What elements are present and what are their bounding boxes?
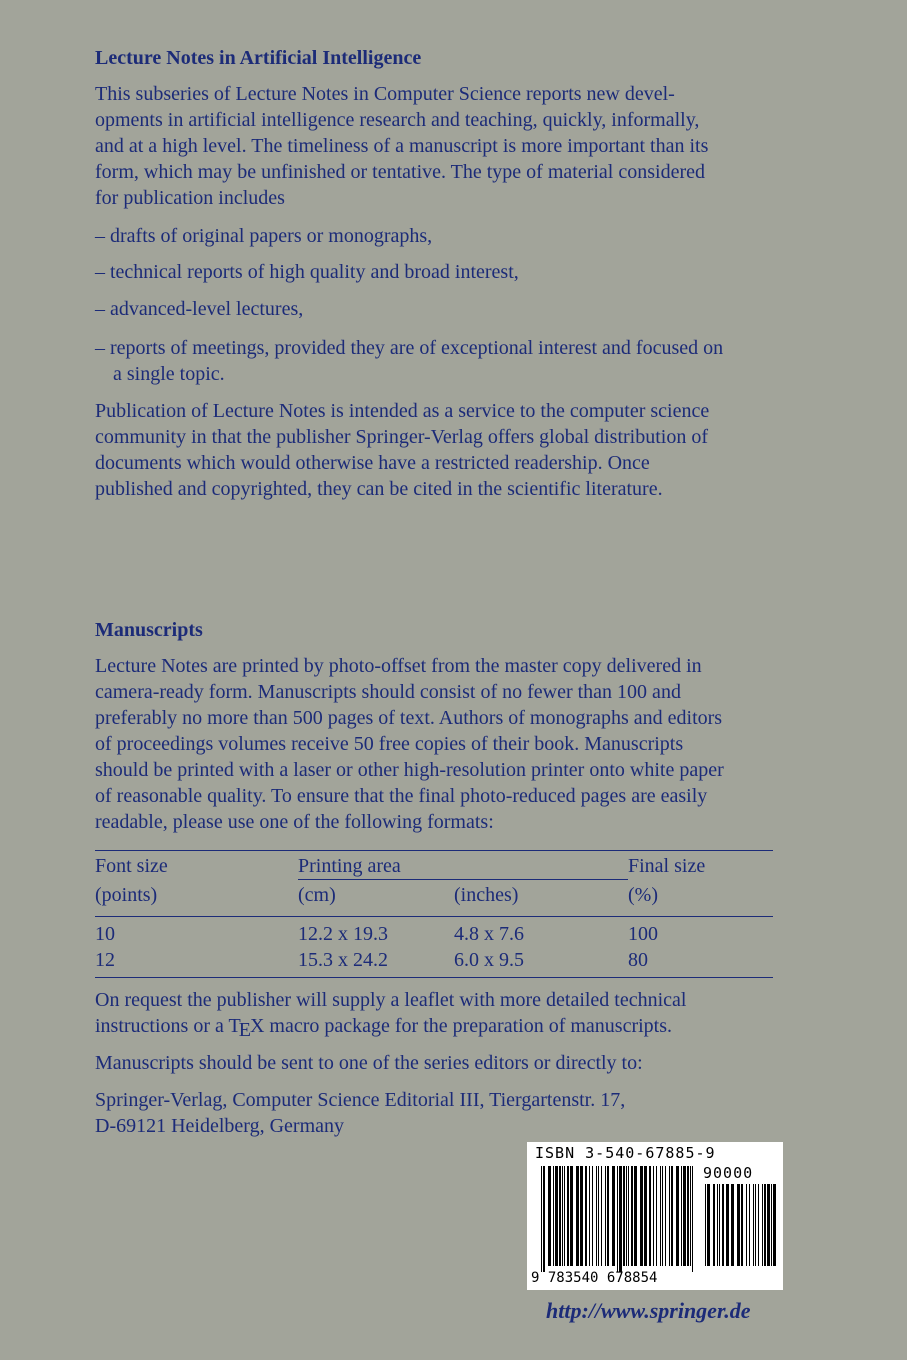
ean-digits: 9 783540 678854 [531,1270,658,1286]
barcode-bar [589,1166,590,1266]
send-instruction: Manuscripts should be sent to one of the series editors or directly to: [95,1052,643,1074]
barcode-bar [612,1166,615,1266]
barcode-bar [771,1184,772,1266]
barcode-bar [662,1166,663,1266]
publication-line: Publication of Lecture Notes is intended as a service to the computer science [95,400,710,422]
request-text-b: X macro package for the preparation of manuscripts. [249,1015,673,1037]
barcode-bar [598,1166,599,1266]
barcode-bar [570,1166,573,1266]
request-line [95,1013,775,1039]
cell-inches: 6.0 x 9.5 [454,949,524,971]
manuscripts-line: should be printed with a laser or other high-resolution printer onto white paper [95,759,724,781]
manuscripts-line: Lecture Notes are printed by photo-offset from the master copy delivered in [95,655,702,677]
series-intro [95,81,775,211]
table-subheader-row [95,880,773,917]
cell-cm: 12.2 x 19.3 [298,923,388,945]
barcode-bar [690,1166,691,1266]
bullet-item: – drafts of original papers or monographs, [95,225,433,247]
cell-cm: 15.3 x 24.2 [298,949,388,971]
barcode-bar [623,1166,625,1266]
barcode-bar [559,1166,561,1266]
barcode-bar [548,1166,551,1266]
manuscripts-line: camera-ready form. Manuscripts should consist of no fewer than 100 and [95,681,681,703]
barcode-bar [607,1166,609,1266]
bullet-item: – advanced-level lectures, [95,298,304,320]
header-inches: (inches) [454,884,519,906]
barcode-bar [762,1184,763,1266]
barcode-bar [553,1166,554,1266]
barcode-bar [726,1184,729,1266]
barcode-bar [767,1184,770,1266]
cell-points: 12 [95,949,115,971]
barcode-bar [717,1184,718,1266]
barcode-bar [722,1184,724,1266]
isbn-text: ISBN 3-540-67885-9 [535,1144,716,1162]
header-final-size: Final size [628,855,706,877]
publication-line: published and copyrighted, they can be cited in the scientific literature. [95,478,663,500]
table-header-row [95,851,773,880]
manuscripts-line: preferably no more than 500 pages of text. Authors of monographs and editors [95,707,723,729]
header-printing-area: Printing area [298,851,628,880]
series-title: Lecture Notes in Artificial Intelligence [95,47,422,69]
barcode-bar [660,1166,661,1266]
barcode-bar [676,1166,679,1266]
intro-line: form, which may be unfinished or tentative. The type of material considered [95,161,705,183]
barcode-bar [669,1166,670,1266]
cell-points: 10 [95,923,115,945]
barcode-bar [634,1166,637,1266]
tex-logo-e: E [238,1019,251,1041]
manuscripts-line: readable, please use one of the following formats: [95,811,494,833]
barcode-bar [605,1166,606,1266]
addon-digits: 90000 [703,1164,754,1182]
barcode-bar [562,1166,563,1266]
barcode-bar [692,1166,693,1272]
bullet-line: – reports of meetings, provided they are of exceptional interest and focused on [95,337,724,359]
isbn-barcode-label [527,1142,783,1290]
barcode-bar [564,1166,565,1266]
barcode-bar [731,1184,734,1266]
intro-line: and at a high level. The timeliness of a manuscript is more important than its [95,135,709,157]
barcode-bar [753,1184,754,1266]
barcode-bar [631,1166,633,1266]
barcode-bar [705,1184,706,1266]
header-percent: (%) [628,883,658,906]
request-line: On request the publisher will supply a leaflet with more detailed technical [95,989,687,1011]
barcode-bar [681,1166,682,1266]
barcode-bar [764,1184,766,1266]
barcode-bar [596,1166,597,1266]
barcode-bar [671,1166,673,1266]
barcode-bar [719,1184,720,1266]
barcode-bar [687,1166,689,1266]
address-line: Springer-Verlag, Computer Science Editorial III, Tiergartenstr. 17, [95,1089,626,1111]
barcode-bar [737,1184,740,1266]
barcode-bar [580,1166,583,1266]
table-row [95,947,773,978]
barcode-bar [683,1166,686,1266]
barcode-bar [617,1166,618,1272]
header-cm: (cm) [298,884,336,906]
bullet-line: a single topic. [113,363,225,385]
barcode-bar [758,1184,759,1266]
publication-paragraph [95,398,775,502]
cell-final: 80 [628,949,648,971]
publisher-address [95,1087,775,1139]
cell-final: 100 [628,923,658,945]
barcode-bar [755,1184,756,1266]
table-row [95,917,773,948]
barcode-bar [576,1166,579,1266]
intro-line: This subseries of Lecture Notes in Computer Science reports new devel- [95,83,675,105]
formats-table [95,850,773,978]
intro-line: opments in artificial intelligence research and teaching, quickly, informally, [95,109,700,131]
barcode-bar [628,1166,629,1266]
request-paragraph [95,987,775,1039]
publisher-url[interactable]: http://www.springer.de [546,1298,751,1323]
request-text-a: instructions or a T [95,1015,241,1037]
barcode-bar [619,1166,622,1272]
barcode-bar [543,1166,545,1272]
header-font-size: Font size [95,855,168,877]
barcode-bar [656,1166,657,1266]
manuscripts-title: Manuscripts [95,619,203,641]
barcode-bar [649,1166,651,1266]
barcode-bar [749,1184,750,1266]
bullet-item [95,335,775,387]
barcode-bar [741,1184,743,1266]
manuscripts-line: of reasonable quality. To ensure that the final photo-reduced pages are easily [95,785,708,807]
barcode-bar [626,1166,627,1266]
cell-inches: 4.8 x 7.6 [454,923,524,945]
barcode-bar [707,1184,710,1266]
address-line: D-69121 Heidelberg, Germany [95,1115,345,1137]
barcode-bar [567,1166,569,1266]
manuscripts-body [95,653,775,835]
intro-line: for publication includes [95,187,285,209]
barcode-bar [746,1184,747,1266]
publication-line: documents which would otherwise have a restricted readership. Once [95,452,650,474]
barcode-bar [640,1166,643,1266]
barcode-bar [585,1166,587,1266]
barcode-bar [592,1166,593,1266]
barcode-bar [773,1184,776,1266]
barcode-bar [653,1166,654,1266]
barcode-bar [601,1166,602,1266]
manuscripts-line: of proceedings volumes receive 50 free copies of their book. Manuscripts [95,733,684,755]
barcode-bar [541,1166,542,1272]
bullet-item: – technical reports of high quality and broad interest, [95,261,519,283]
header-points: (points) [95,883,158,906]
barcode-bar [555,1166,558,1266]
barcode-bar [713,1184,715,1266]
publication-line: community in that the publisher Springer-Verlag offers global distribution of [95,426,709,448]
barcode-bar [644,1166,647,1266]
barcode-bar [665,1166,666,1266]
